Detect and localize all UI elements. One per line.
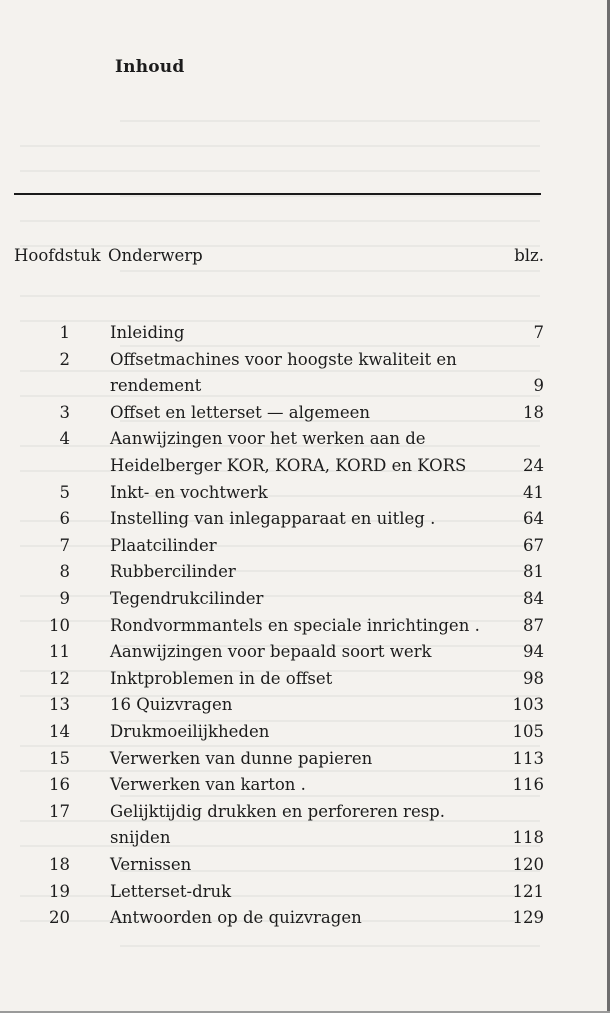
show-through-line [20,895,540,897]
entry-title: Offset en letterset — algemeen [110,402,371,422]
show-through-line [20,545,540,547]
entry-title: snijden [110,828,171,848]
entry-title: Aanwijzingen voor het werken aan de [110,429,426,449]
horizontal-rule [14,193,541,195]
show-through-line [20,595,540,597]
show-through-line [20,220,540,222]
show-through-line [20,695,540,697]
show-through-line [20,395,540,397]
entry-number: 14 [49,722,70,741]
entry-title: Verwerken van karton . [110,775,306,795]
entry-number: 3 [59,402,70,422]
column-header-subject: Onderwerp [108,246,203,265]
entry-number: 20 [49,908,70,928]
entry-number: 15 [49,748,70,768]
entry-page-number: 105 [512,722,544,741]
show-through-line [20,320,540,322]
show-through-line [20,170,540,172]
entry-title: Instelling van inlegapparaat en uitleg . [110,509,436,529]
entry-title: Tegendrukcilinder [110,589,264,608]
entry-page-number: 98 [523,668,544,688]
entry-title: rendement [110,376,202,396]
entry-page-number: 113 [512,748,544,768]
entry-number: 1 [59,323,70,342]
entry-page-number: 116 [512,775,544,795]
entry-number: 4 [59,429,70,449]
entry-page-number: 9 [533,376,544,396]
entry-title: Rondvormmantels en speciale inrichtingen . [110,615,480,635]
entry-number: 16 [49,775,70,795]
entry-title: 16 Quizvragen [110,695,233,715]
entry-number: 17 [49,801,70,821]
show-through-line [120,120,540,122]
entry-number: 5 [59,482,70,502]
entry-page-number: 121 [512,881,544,901]
entry-title: Gelijktijdig drukken en perforeren resp. [110,801,445,821]
entry-number: 10 [49,615,70,635]
entry-page-number: 84 [523,589,544,608]
entry-page-number: 103 [512,695,544,715]
entry-title: Drukmoeilijkheden [110,722,270,741]
entry-title: Inleiding [110,323,185,342]
entry-title: Offsetmachines voor hoogste kwaliteit en [110,349,457,369]
entry-title: Vernissen [110,855,192,874]
column-header-page: blz. [514,246,544,265]
show-through-line [20,145,540,147]
show-through-line [120,195,540,197]
entry-title: Letterset-druk [110,881,232,901]
entry-page-number: 118 [512,828,544,848]
entry-number: 18 [49,855,70,874]
entry-number: 9 [59,589,70,608]
entry-number: 13 [49,695,70,715]
show-through-line [20,845,540,847]
entry-number: 19 [49,881,70,901]
entry-page-number: 64 [523,509,544,529]
entry-page-number: 67 [523,535,544,555]
entry-title: Inkt- en vochtwerk [110,482,268,502]
entry-title: Aanwijzingen voor bepaald soort werk [110,642,432,662]
entry-number: 2 [59,349,70,369]
show-through-line [120,270,540,272]
entry-page-number: 94 [523,642,544,662]
entry-number: 8 [59,562,70,582]
entry-title: Verwerken van dunne papieren [110,748,373,768]
entry-number: 7 [59,535,70,555]
entry-page-number: 24 [523,456,544,475]
show-through-line [120,945,540,947]
column-header-chapter: Hoofdstuk [14,246,101,265]
entry-page-number: 18 [523,402,544,422]
entry-page-number: 120 [512,855,544,874]
entry-page-number: 41 [523,482,544,502]
entry-title: Rubbercilinder [110,562,236,582]
entry-title: Plaatcilinder [110,535,217,555]
entry-title: Antwoorden op de quizvragen [110,908,362,928]
entry-number: 6 [59,509,70,529]
entry-number: 12 [49,668,70,688]
entry-page-number: 81 [523,562,544,582]
show-through-line [20,295,540,297]
entry-title: Heidelberger KOR, KORA, KORD en KORS [110,456,467,475]
entry-page-number: 7 [533,323,544,342]
page-title: Inhoud [115,57,185,77]
entry-title: Inktproblemen in de offset [110,668,333,688]
entry-page-number: 87 [523,615,544,635]
entry-number: 11 [49,642,70,662]
entry-page-number: 129 [512,908,544,928]
